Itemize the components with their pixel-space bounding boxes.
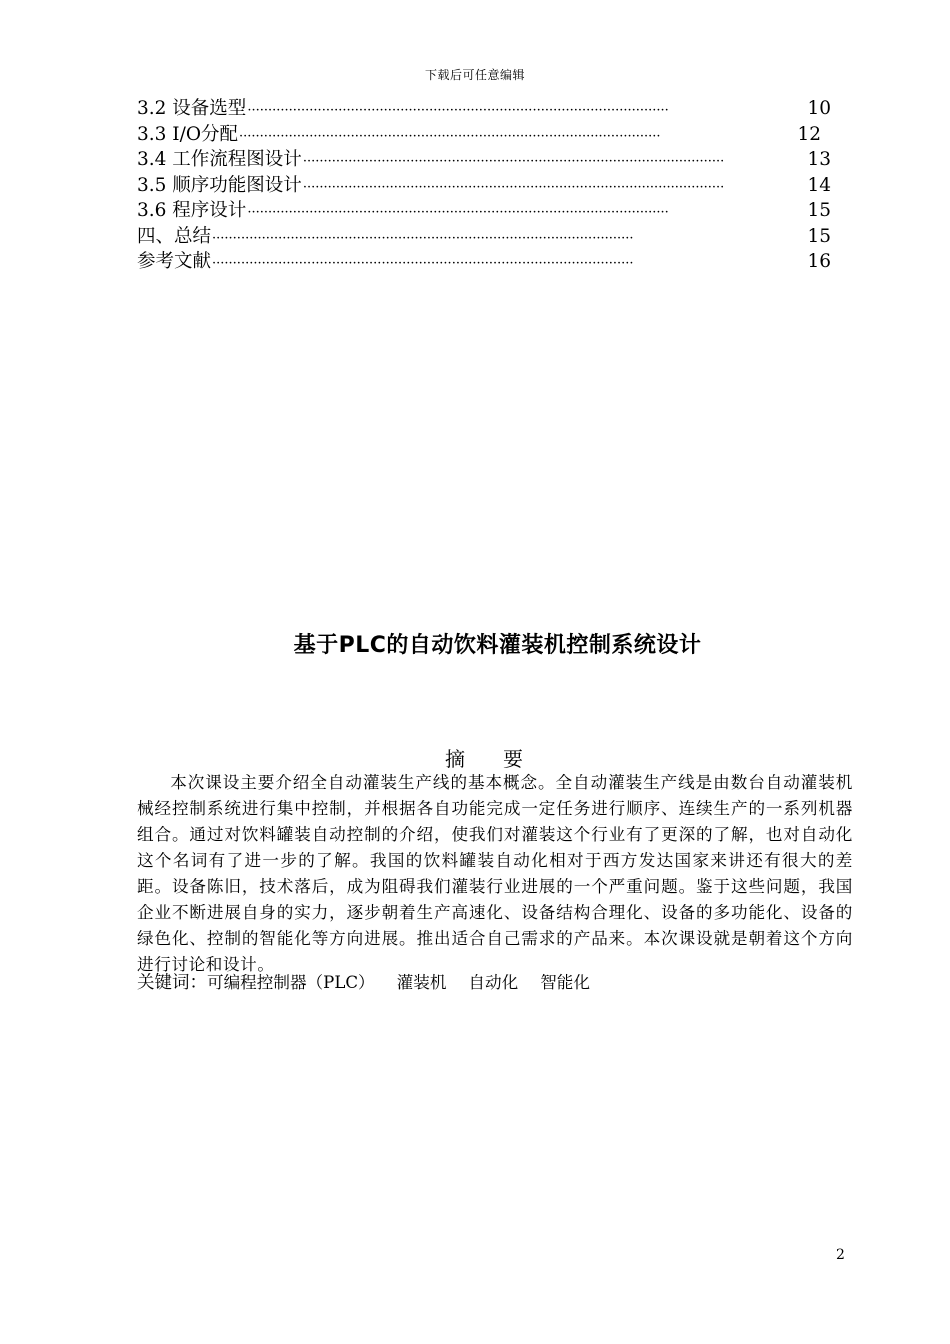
page-number: 2 xyxy=(836,1247,845,1263)
table-of-contents xyxy=(137,96,831,275)
toc-entry-page: 12 xyxy=(797,123,821,145)
toc-entry-label: 3.3 I/O分配 xyxy=(137,123,239,145)
toc-entry-page: 14 xyxy=(807,174,831,196)
toc-entry xyxy=(137,122,831,148)
toc-entry-label: 四、总结 xyxy=(137,225,212,247)
abstract-section xyxy=(137,770,853,978)
toc-entry-label: 3.2 设备选型 xyxy=(137,98,247,119)
toc-entry xyxy=(137,96,831,122)
keyword: 自动化 xyxy=(468,973,519,992)
keyword: 智能化 xyxy=(540,973,590,992)
abstract-heading-char-2: 要 xyxy=(503,747,525,771)
toc-entry xyxy=(137,224,831,250)
toc-leader-dots xyxy=(303,149,807,175)
toc-entry-label: 3.4 工作流程图设计 xyxy=(137,149,302,170)
keywords-line xyxy=(137,969,612,994)
toc-entry xyxy=(137,249,831,275)
keyword: 可编程控制器（PLC） xyxy=(207,973,375,992)
keyword: 灌装机 xyxy=(396,973,447,992)
toc-entry-page: 15 xyxy=(807,225,831,247)
toc-entry-page: 15 xyxy=(807,200,831,221)
toc-entry-page: 10 xyxy=(807,98,831,119)
toc-entry xyxy=(137,173,831,199)
toc-entry-page: 16 xyxy=(807,251,831,272)
abstract-heading xyxy=(0,743,950,772)
toc-leader-dots xyxy=(212,226,806,252)
toc-leader-dots xyxy=(303,175,807,201)
toc-entry-page: 13 xyxy=(807,149,831,170)
abstract-body: 本次课设主要介绍全自动灌装生产线的基本概念。全自动灌装生产线是由数台自动灌装机械经控制系统进行集中控制，并根据各自功能完成一定任务进行顺序、连续生产的一系列机器组合。通过对饮料罐装自动控制的介绍，使我们对灌装这个行业有了更深的了解，也对自动化这个名词有了进一步的了解。我国的饮料罐装自动化相对于西方发达国家来讲还有很大的差距。设备陈旧，技术落后，成为阻碍我们灌装行业进展的一个严重问题。鉴于这些问题，我国企业不断进展自身的实力，逐步朝着生产高速化、设备结构合理化、设备的多功能化、设备的绿色化、控制的智能化等方向进展。推出适合自己需求的产品来。本次课设就是朝着这个方向进行讨论和设计。 xyxy=(137,773,853,974)
page-header-note: 下载后可任意编辑 xyxy=(424,68,525,82)
toc-entry-label: 参考文献 xyxy=(137,251,212,272)
toc-leader-dots xyxy=(247,98,806,124)
toc-leader-dots xyxy=(239,124,796,150)
toc-entry-label: 3.6 程序设计 xyxy=(137,200,247,221)
document-title: 基于PLC的自动饮料灌装机控制系统设计 xyxy=(293,633,702,658)
keywords-label: 关键词： xyxy=(137,973,207,993)
toc-leader-dots xyxy=(212,251,806,277)
toc-entry-label: 3.5 顺序功能图设计 xyxy=(137,174,302,196)
toc-entry xyxy=(137,147,831,173)
toc-entry xyxy=(137,198,831,224)
toc-leader-dots xyxy=(247,200,806,226)
abstract-heading-char-1: 摘 xyxy=(445,747,467,771)
